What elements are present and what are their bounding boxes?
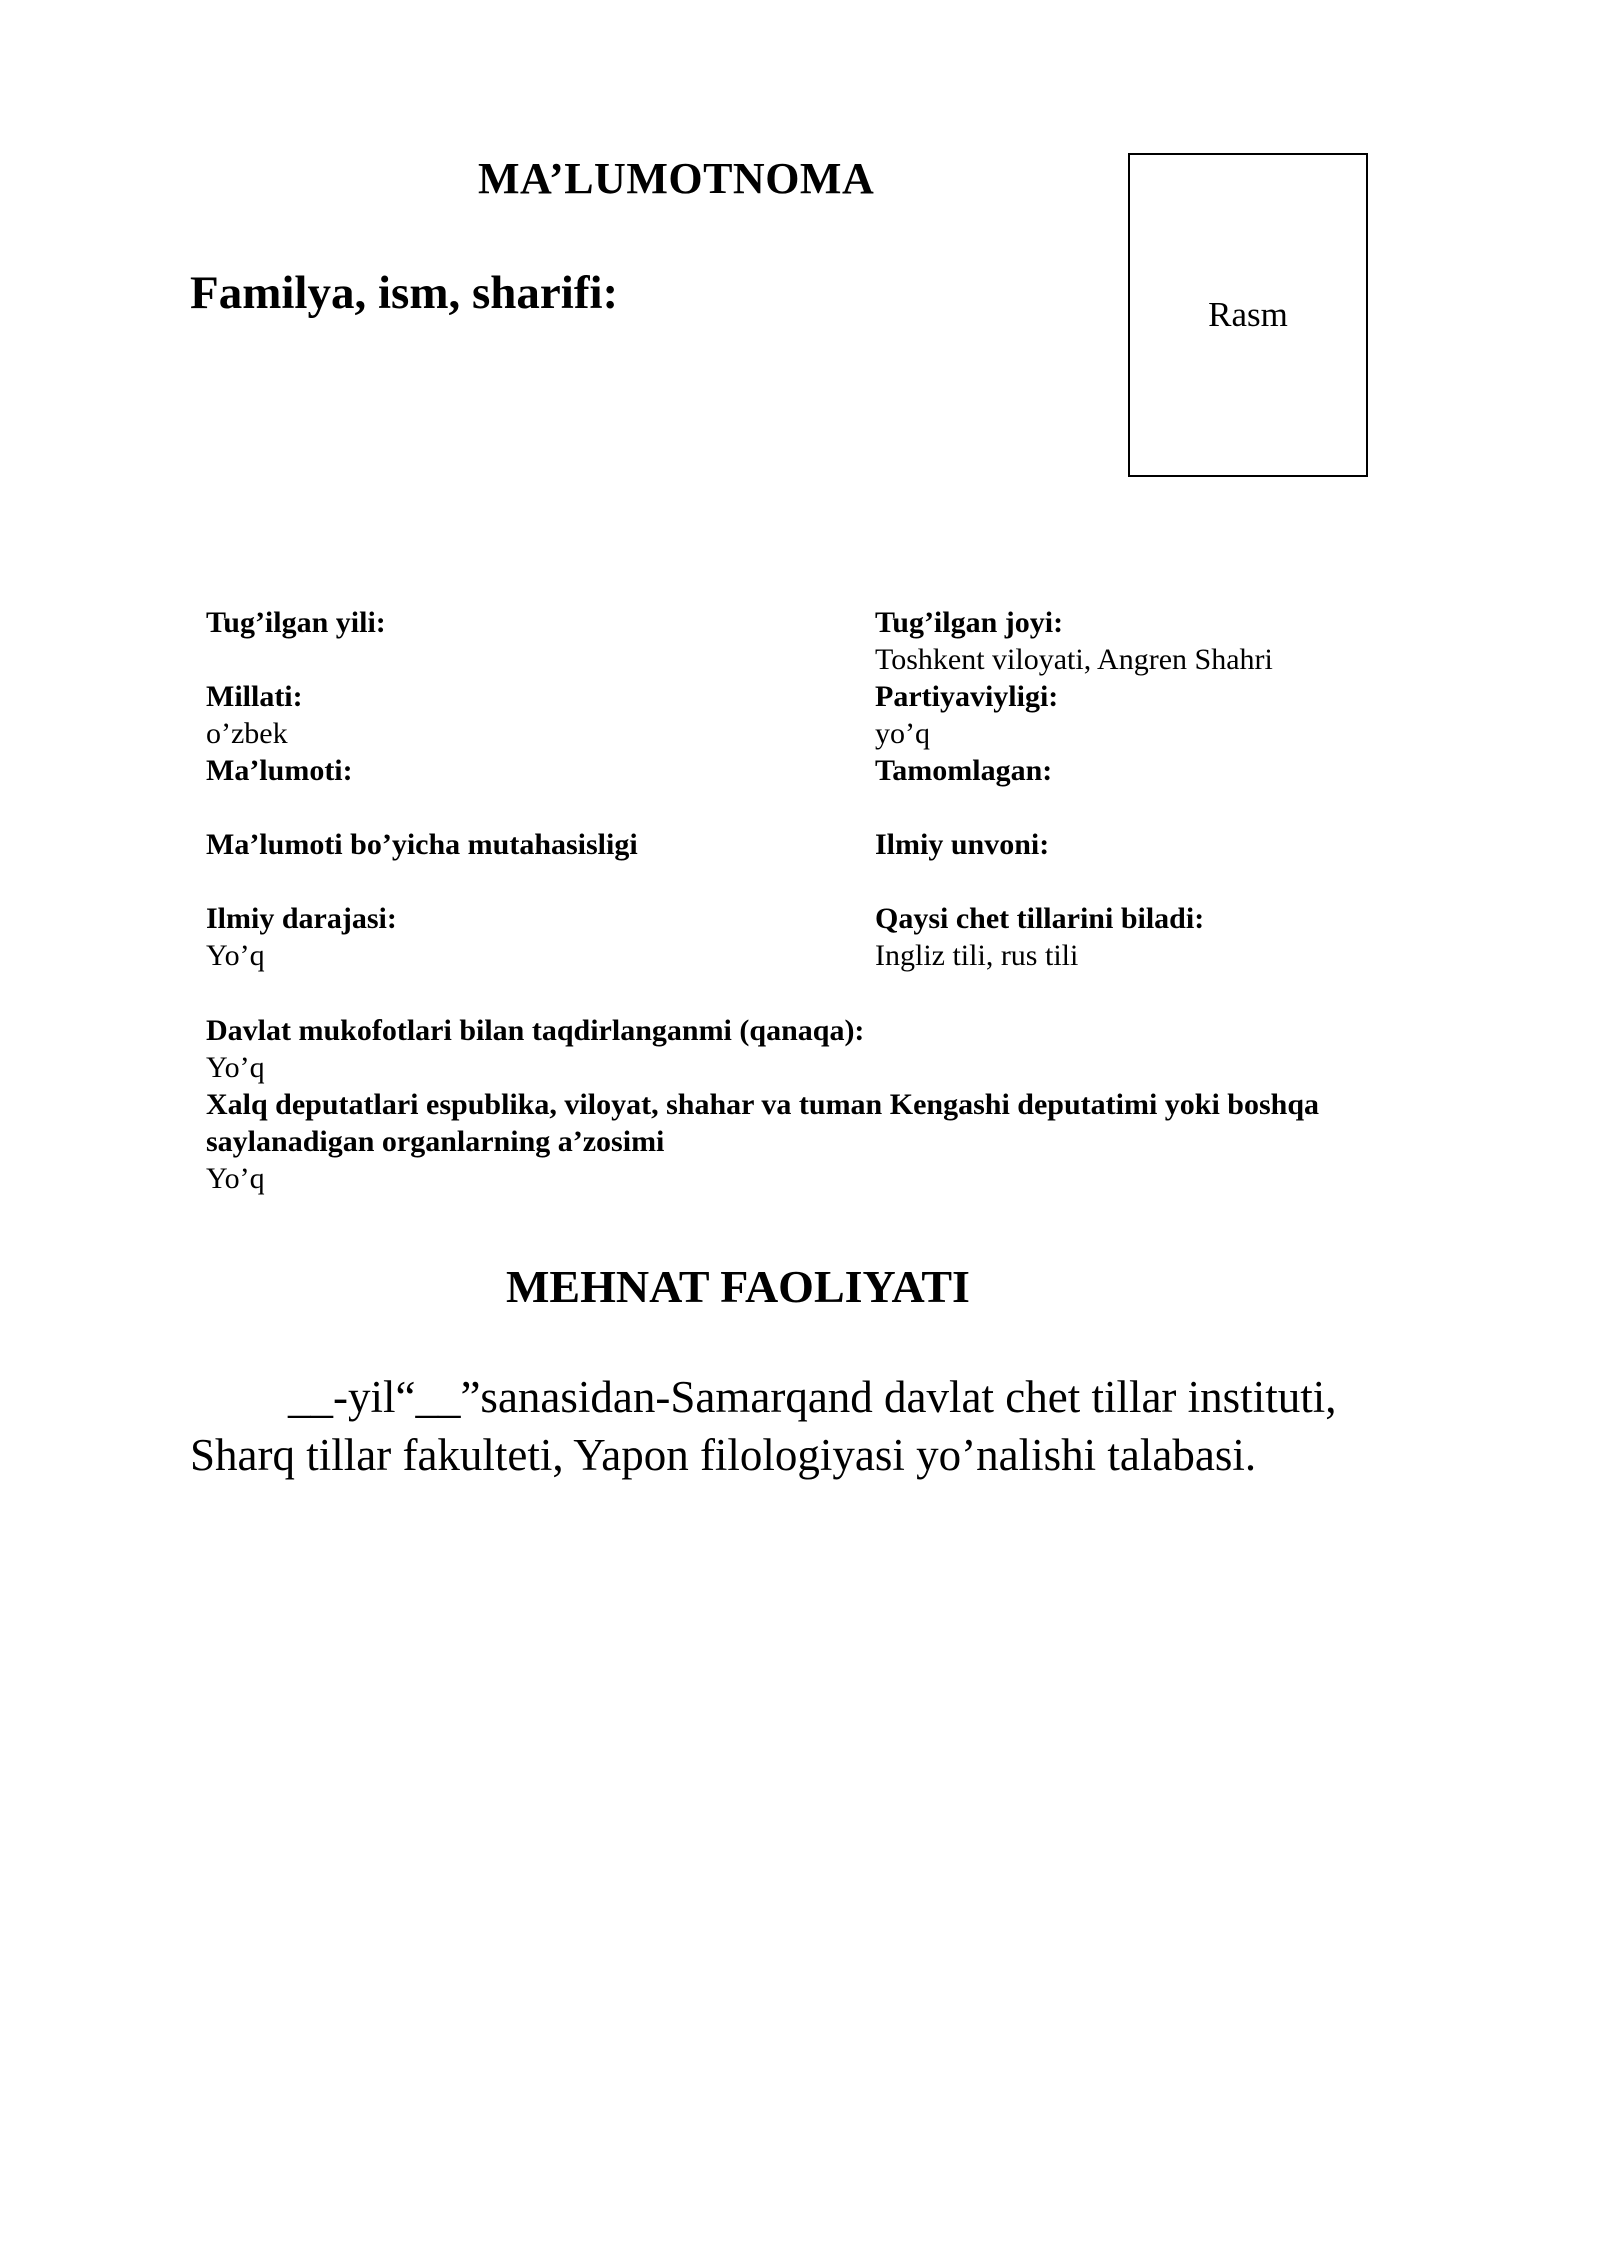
- work-section-title: MEHNAT FAOLIYATI: [506, 1261, 970, 1312]
- languages-value: Ingliz tili, rus tili: [875, 939, 1079, 972]
- birth-year-label: Tug’ilgan yili:: [206, 606, 386, 639]
- awards-label: Davlat mukofotlari bilan taqdirlanganmi (qanaqa):: [206, 1014, 865, 1047]
- academic-degree-value: Yo’q: [206, 939, 265, 972]
- awards-value: Yo’q: [206, 1051, 265, 1084]
- birth-place-field: [875, 604, 1273, 678]
- birth-place-label: Tug’ilgan joyi:: [875, 606, 1064, 639]
- academic-degree-field: [206, 900, 397, 974]
- graduated-label: Tamomlagan:: [875, 754, 1053, 787]
- deputy-label: Xalq deputatlari espublika, viloyat, shahar va tuman Kengashi deputatimi yoki boshqa saylanadigan organlarning a’zosimi: [206, 1088, 1320, 1158]
- deputy-field: [206, 1086, 1436, 1197]
- full-name-label: Familya, ism, sharifi:: [190, 267, 619, 319]
- page-title: MA’LUMOTNOMA: [478, 154, 875, 203]
- birth-year-field: [206, 604, 386, 641]
- nationality-field: [206, 678, 303, 752]
- specialty-label: Ma’lumoti bo’yicha mutahasisligi: [206, 828, 638, 861]
- awards-field: [206, 1012, 1436, 1086]
- party-label: Partiyaviyligi:: [875, 680, 1059, 713]
- specialty-field: [206, 826, 638, 863]
- deputy-value: Yo’q: [206, 1162, 265, 1195]
- birth-place-value: Toshkent viloyati, Angren Shahri: [875, 643, 1273, 676]
- nationality-label: Millati:: [206, 680, 303, 713]
- nationality-value: o’zbek: [206, 717, 288, 750]
- academic-title-label: Ilmiy unvoni:: [875, 828, 1050, 861]
- party-field: [875, 678, 1058, 752]
- party-value: yo’q: [875, 717, 930, 750]
- photo-placeholder: [1128, 153, 1368, 477]
- academic-title-field: [875, 826, 1049, 863]
- work-entry: __-yil“__”sanasidan-Samarqand davlat chet tillar instituti, Sharq tillar fakulteti, Yapon filologiyasi yo’nalishi talabasi.: [190, 1372, 1337, 1480]
- academic-degree-label: Ilmiy darajasi:: [206, 902, 397, 935]
- education-label: Ma’lumoti:: [206, 754, 353, 787]
- languages-field: [875, 900, 1204, 974]
- graduated-field: [875, 752, 1052, 789]
- photo-label: Rasm: [1208, 295, 1288, 334]
- education-field: [206, 752, 353, 789]
- languages-label: Qaysi chet tillarini biladi:: [875, 902, 1205, 935]
